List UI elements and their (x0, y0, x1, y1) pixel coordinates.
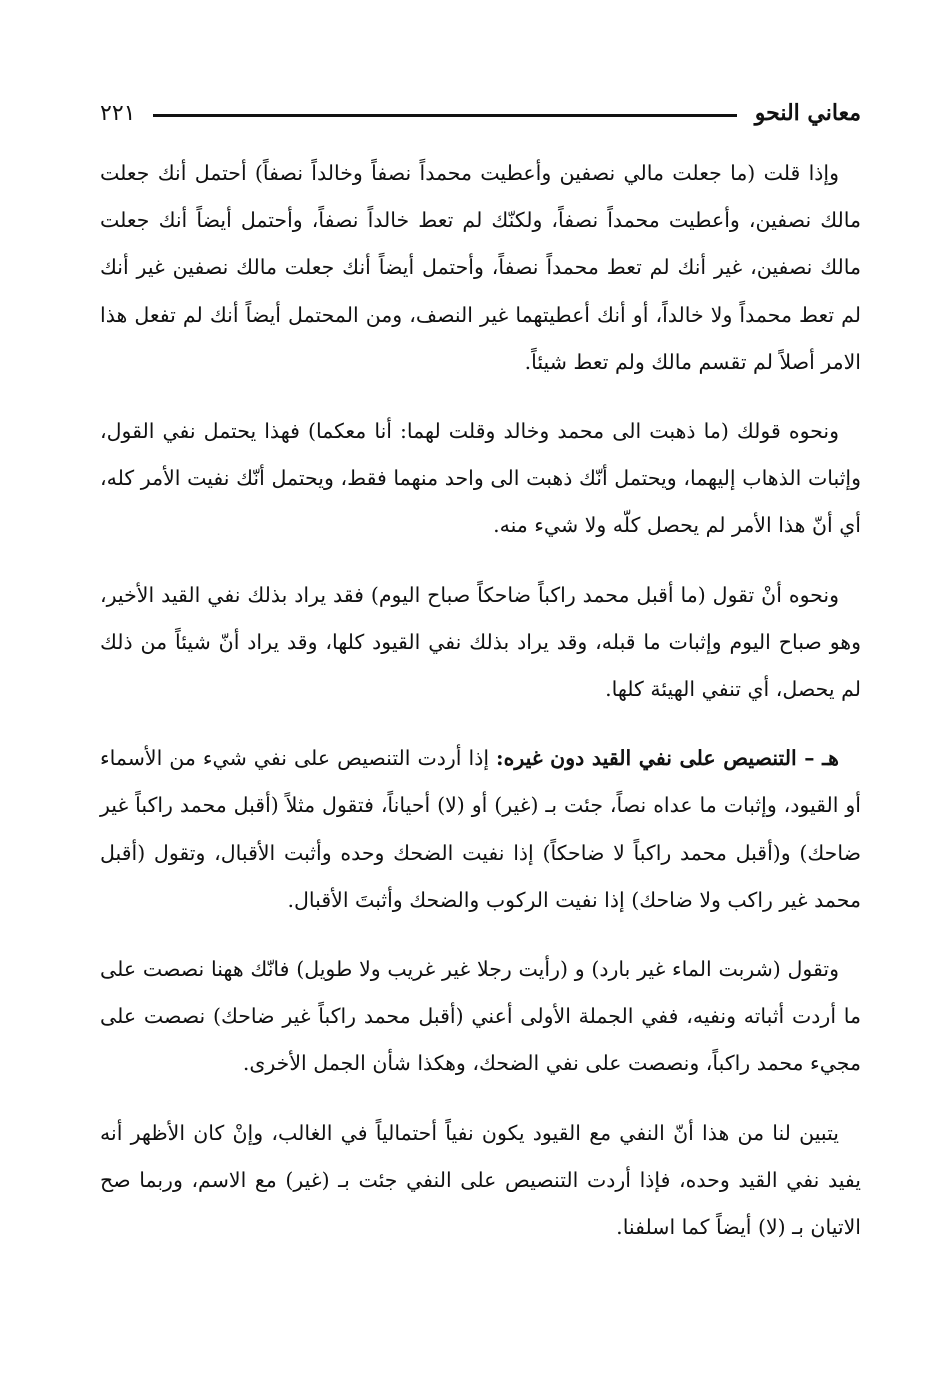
page-header (100, 93, 861, 133)
section-h-heading: هـ – التنصيص على نفي القيد دون غيره: (496, 746, 839, 771)
header-rule (153, 114, 736, 117)
paragraph: ونحوه قولك (ما ذهبت الى محمد وخالد وقلت لهما: أنا معكما) فهذا يحتمل نفي القول، وإثبات الذهاب إليهما، ويحتمل أنّك ذهبت الى واحد منهما فقط، ويحتمل أنّك نفيت الأمر كله، أي أنّ هذا الأمر لم يحصل كلّه ولا شيء منه. (100, 419, 861, 538)
section-h-text: إذا أردت التنصيص على نفي شيء من الأسماء أو القيود، وإثبات ما عداه نصاً، جئت بـ (غير) أو (لا) أحياناً، فتقول مثلاً (أقبل محمد راكباً غير ضاحك) و(أقبل محمد راكباً لا ضاحكاً) إذا نفيت الضحك وحده وأثبت الأقبال، وتقول (أقبل محمد غير راكب ولا ضاحك) إذا نفيت الركوب والضحك وأثبتَ الأقبال. (100, 746, 862, 912)
page-number: ٢٢١ (100, 100, 136, 126)
body-text (100, 150, 861, 1273)
paragraph: وإذا قلت (ما جعلت مالي نصفين وأعطيت محمداً نصفاً وخالداً نصفاً) أحتمل أنك جعلت مالك نصفين، وأعطيت محمداً نصفاً، ولكنّك لم تعط خالداً نصفاً، وأحتمل أيضاً أنك جعلت مالك نصفين، غير أنك لم تعط محمداً نصفاً، وأحتمل أيضاً أنك جعلت مالك نصفين غير أنك لم تعط محمداً ولا خالداً، أو أنك أعطيتهما غير النصف، ومن المحتمل أيضاً أنك لم تفعل هذا الامر أصلاً لم تقسم مالك ولم تعط شيئاً. (100, 161, 861, 374)
section-h-paragraph (100, 735, 861, 924)
paragraph: ونحوه أنْ تقول (ما أقبل محمد راكباً ضاحكاً صباح اليوم) فقد يراد بذلك نفي القيد الأخير، وهو صباح اليوم وإثبات ما قبله، وقد يراد بذلك نفي القيود كلها، وقد يراد أنّ شيئاً من ذلك لم يحصل، أي تنفي الهيئة كلها. (100, 582, 861, 702)
paragraph: وتقول (شربت الماء غير بارد) و (رأيت رجلا غير غريب ولا طويل) فانّك ههنا نصصت على ما أردت أثباته ونفيه، ففي الجملة الأولى أعني (أقبل محمد راكباً غير ضاحك) نصصت على مجيء محمد راكباً، ونصصت على نفي الضحك، وهكذا شأن الجمل الأخرى. (100, 957, 861, 1076)
paragraph: يتبين لنا من هذا أنّ النفي مع القيود يكون نفياً أحتمالياً في الغالب، وإنْ كان الأظهر أنه يفيد نفي القيد وحده، فإذا أردت التنصيص على النفي جئت بـ (غير) مع الاسم، وربما صح الاتيان بـ (لا) أيضاً كما اسلفنا. (100, 1120, 861, 1240)
running-title: معاني النحو (754, 100, 861, 126)
